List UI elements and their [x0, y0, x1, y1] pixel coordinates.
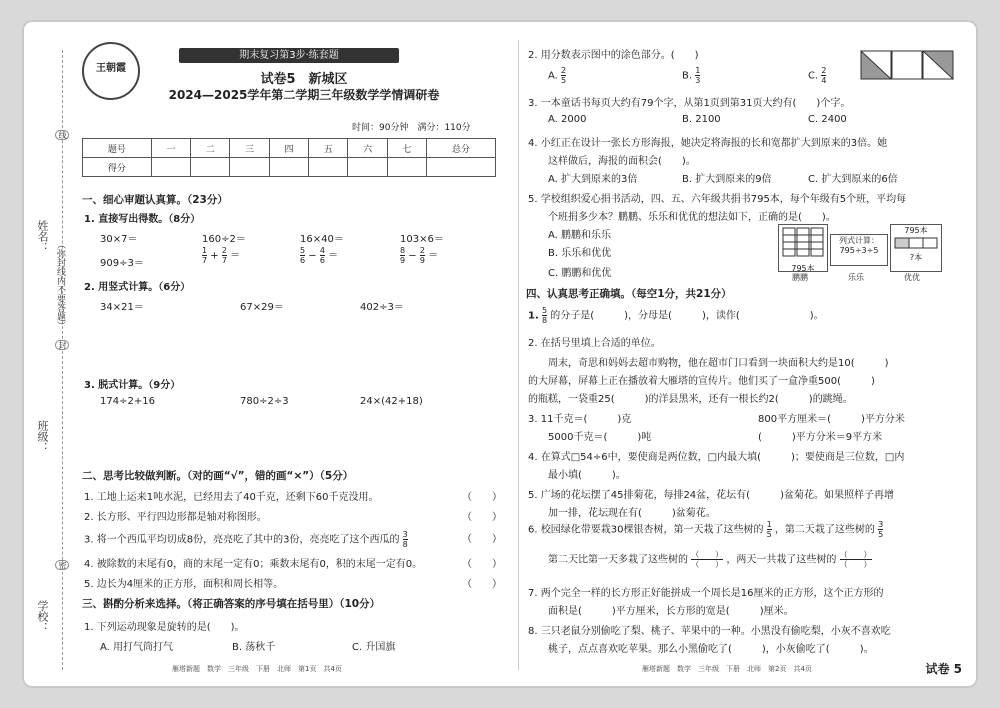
- fig-label: 795本: [791, 264, 815, 273]
- fill-3: ( )平方分米＝9平方米: [758, 432, 883, 443]
- choice-option[interactable]: C. 鹏鹏和优优: [548, 268, 612, 279]
- answer-blank[interactable]: （ ）: [462, 579, 502, 590]
- step-calc: 780÷2÷3: [240, 396, 289, 407]
- calc-item: 103×6＝: [400, 234, 444, 245]
- seal-mark-1: 线: [55, 130, 69, 140]
- calc-item: 909÷3＝: [100, 258, 144, 269]
- vertical-calc: 34×21＝: [100, 302, 144, 313]
- score-cell: 七: [387, 139, 426, 158]
- fraction-calc-1: $\frac{1}{7}$ + $\frac{2}{7}$ ＝: [202, 246, 241, 265]
- judge-item-3: 3. 将一个西瓜平均切成8份，亮亮吃了其中的3份，亮亮吃了这个西瓜的 $\frac{3}{8}$: [84, 530, 408, 549]
- shaded-fraction-figure: [860, 50, 956, 80]
- score-cell: 一: [151, 139, 190, 158]
- vertical-calc: 402÷3＝: [360, 302, 404, 313]
- score-table: [82, 138, 496, 177]
- step-calc: 174÷2+16: [100, 396, 155, 407]
- binding-strip: [22, 20, 82, 688]
- calc-item: 30×7＝: [100, 234, 138, 245]
- choice-option[interactable]: B. 2100: [682, 114, 721, 125]
- fill-3: 3. 11千克＝( )克: [528, 414, 632, 425]
- fill-6-cont: 第二天比第一天多栽了这些树的 $\frac{( )}{( )}$ ，两天一共栽了这些树的 $\frac{( )}{( )}$: [548, 550, 872, 569]
- fill-2-line: 的瓶糕，一袋重25( )的洋县黑米，还有一根长约2( )的跳绳。: [528, 394, 853, 405]
- fig-name: 鹏鹏: [792, 273, 808, 282]
- fig-label: 列式计算：: [839, 236, 879, 245]
- fill-8: 8. 三只老鼠分别偷吃了梨、桃子、苹果中的一种。小黑没有偷吃梨，小灰不喜欢吃: [528, 626, 891, 637]
- choice-option[interactable]: A. $\frac{2}{5}$: [548, 66, 567, 85]
- fraction-calc-2: $\frac{5}{6}$ − $\frac{4}{6}$ ＝: [300, 246, 339, 265]
- fill-5: 5. 广场的花坛摆了45排菊花，每排24盆，花坛有( )盆菊花。如果照样子再增: [528, 490, 894, 501]
- choice-option[interactable]: B. $\frac{1}{3}$: [682, 66, 701, 85]
- fig-label: ?本: [909, 253, 923, 262]
- school-label: 学校：: [36, 600, 49, 633]
- fill-1: 1. $\frac{5}{8}$ 的分子是( )，分母是( )，读作( )。: [528, 306, 824, 325]
- fill-8-cont: 桃子，点点喜欢吃苹果。那么小黑偷吃了( )，小灰偷吃了( )。: [548, 644, 874, 655]
- name-label: 姓名：: [36, 220, 49, 253]
- fig-label: 795本: [904, 226, 928, 235]
- choice-option[interactable]: B. 荡秋千: [232, 642, 276, 653]
- answer-blank[interactable]: （ ）: [462, 559, 502, 570]
- score-cell: 五: [309, 139, 348, 158]
- exam-subtitle: 2024—2025学年第二学期三年级数学学情调研卷: [168, 88, 440, 102]
- fill-5-cont: 加一排，花坛现在有( )盆菊花。: [548, 508, 716, 519]
- fill-4-cont: 最小填( )。: [548, 470, 626, 481]
- choice-2: 2. 用分数表示图中的涂色部分。( ): [528, 50, 699, 61]
- score-input[interactable]: [151, 158, 190, 177]
- choice-3: 3. 一本童话书每页大约有79个字，从第1页到第31页大约有( )个字。: [528, 98, 851, 109]
- score-table-header-row: [83, 139, 496, 158]
- column-divider: [518, 40, 519, 670]
- section-4-title: 四、认真思考正确填。（每空1分，共21分）: [526, 288, 732, 300]
- q1-title: 1. 直接写出得数。（8分）: [84, 214, 201, 225]
- choice-4: 4. 小红正在设计一张长方形海报，她决定将海报的长和宽都扩大到原来的3倍。她: [528, 138, 888, 149]
- score-cell: 总分: [427, 139, 496, 158]
- score-row-label: 得分: [83, 158, 152, 177]
- answer-blank[interactable]: （ ）: [462, 534, 502, 545]
- seal-line: [62, 50, 63, 670]
- fig-name: 优优: [904, 273, 920, 282]
- fill-2-line: 周末，奇思和妈妈去超市购物，他在超市门口看到一块面积大约是10( ): [548, 358, 889, 369]
- score-cell: 三: [230, 139, 269, 158]
- fraction-calc-3: $\frac{8}{9}$ − $\frac{2}{9}$ ＝: [400, 246, 439, 265]
- choice-option[interactable]: C. 扩大到原来的6倍: [808, 174, 898, 185]
- page-tag: 试卷 5: [925, 662, 962, 676]
- fill-3: 800平方厘米＝( )平方分米: [758, 414, 905, 425]
- choice-5: 5. 学校组织爱心捐书活动，四、五、六年级共捐书795本，每个年级有5个班，平均每: [528, 194, 907, 205]
- score-cell: 六: [348, 139, 387, 158]
- choice-option[interactable]: A. 用打气筒打气: [100, 642, 174, 653]
- choice-option[interactable]: C. 2400: [808, 114, 847, 125]
- score-input[interactable]: [309, 158, 348, 177]
- score-input[interactable]: [269, 158, 308, 177]
- judge-item: 1. 工地上运来1吨水泥，已经用去了40千克，还剩下60千克没用。: [84, 492, 379, 503]
- choice-option[interactable]: C. 升国旗: [352, 642, 396, 653]
- seal-mark-2: 封: [55, 340, 69, 350]
- section-2-title: 二、思考比较做判断。（对的画“√”，错的画“×”）（5分）: [82, 470, 354, 482]
- bar-model-icon: [892, 236, 940, 250]
- fig-name: 乐乐: [848, 273, 864, 282]
- section-banner: 期末复习第3步·练套题: [179, 48, 399, 63]
- choice-4-cont: 这样做后，海报的面积会( )。: [548, 156, 696, 167]
- publisher-logo: 王朝霞: [82, 42, 140, 100]
- footer-left: 雁塔新题 数学 三年级 下册 北师 第1页 共4页: [172, 665, 342, 673]
- footer-right: 雁塔新题 数学 三年级 下册 北师 第2页 共4页: [642, 665, 812, 673]
- choice-option[interactable]: A. 鹏鹏和乐乐: [548, 230, 612, 241]
- choice-option[interactable]: B. 乐乐和优优: [548, 248, 612, 259]
- exam-title: 试卷5 新城区: [260, 72, 348, 87]
- score-input[interactable]: [387, 158, 426, 177]
- judge-item: 2. 长方形、平行四边形都是轴对称图形。: [84, 512, 267, 523]
- fill-3: 5000千克＝( )吨: [548, 432, 652, 443]
- section-3-title: 三、斟酌分析来选择。（将正确答案的序号填在括号里）（10分）: [82, 598, 381, 610]
- judge-item: 4. 被除数的末尾有0，商的末尾一定有0；乘数末尾有0，积的末尾一定有0。: [84, 559, 423, 570]
- choice-option[interactable]: C. $\frac{2}{4}$: [808, 66, 827, 85]
- q2-title: 2. 用竖式计算。（6分）: [84, 282, 191, 293]
- fill-7-cont: 面积是( )平方厘米，长方形的宽是( )厘米。: [548, 606, 794, 617]
- choice-1: 1. 下列运动现象是旋转的是( )。: [84, 622, 245, 633]
- calc-item: 16×40＝: [300, 234, 344, 245]
- score-input[interactable]: [230, 158, 269, 177]
- fill-7: 7. 两个完全一样的长方形正好能拼成一个周长是16厘米的正方形，这个正方形的: [528, 588, 884, 599]
- fill-4: 4. 在算式□54÷6中，要使商是两位数，□内最大填( )；要使商是三位数，□内: [528, 452, 905, 463]
- step-calc: 24×(42+18): [360, 396, 423, 407]
- choice-option[interactable]: A. 2000: [548, 114, 587, 125]
- choice-5-cont: 个班捐多少本？鹏鹏、乐乐和优优的想法如下，正确的是( )。: [548, 212, 836, 223]
- exam-page: [22, 20, 978, 688]
- score-input[interactable]: [348, 158, 387, 177]
- fill-2: 2. 在括号里填上合适的单位。: [528, 338, 661, 349]
- fig-label: 795÷3÷5: [839, 246, 879, 255]
- score-table-score-row: [83, 158, 496, 177]
- score-cell: 题号: [83, 139, 152, 158]
- lele-figure: [830, 234, 888, 266]
- answer-blank[interactable]: （ ）: [462, 492, 502, 503]
- score-input[interactable]: [191, 158, 230, 177]
- time-info: 时间：90分钟 满分：110分: [352, 123, 471, 133]
- score-cell: 二: [191, 139, 230, 158]
- choice-option[interactable]: A. 扩大到原来的3倍: [548, 174, 638, 185]
- seal-note: （弥封线内不要答题）: [55, 240, 65, 330]
- seal-mark-3: 密: [55, 560, 69, 570]
- pengpeng-figure: [778, 224, 828, 272]
- score-cell: 四: [269, 139, 308, 158]
- fill-2-line: 的大屏幕，屏幕上正在播放着大雁塔的宣传片。他们买了一盒净重500( ): [528, 376, 875, 387]
- book-grid-icon: [779, 225, 827, 259]
- youyou-figure: [890, 224, 942, 272]
- section-1-title: 一、细心审题认真算。（23分）: [82, 194, 228, 206]
- q3-title: 3. 脱式计算。（9分）: [84, 380, 181, 391]
- fill-6: 6. 校园绿化带要栽30棵银杏树，第一天栽了这些树的 $\frac{1}{5}$ ，第二天栽了这些树的 $\frac{3}{5}$: [528, 520, 884, 539]
- answer-blank[interactable]: （ ）: [462, 512, 502, 523]
- vertical-calc: 67×29＝: [240, 302, 284, 313]
- calc-item: 160÷2＝: [202, 234, 246, 245]
- score-input[interactable]: [427, 158, 496, 177]
- judge-item: 5. 边长为4厘米的正方形，面积和周长相等。: [84, 579, 284, 590]
- choice-option[interactable]: B. 扩大到原来的9倍: [682, 174, 772, 185]
- class-label: 班级：: [36, 420, 49, 453]
